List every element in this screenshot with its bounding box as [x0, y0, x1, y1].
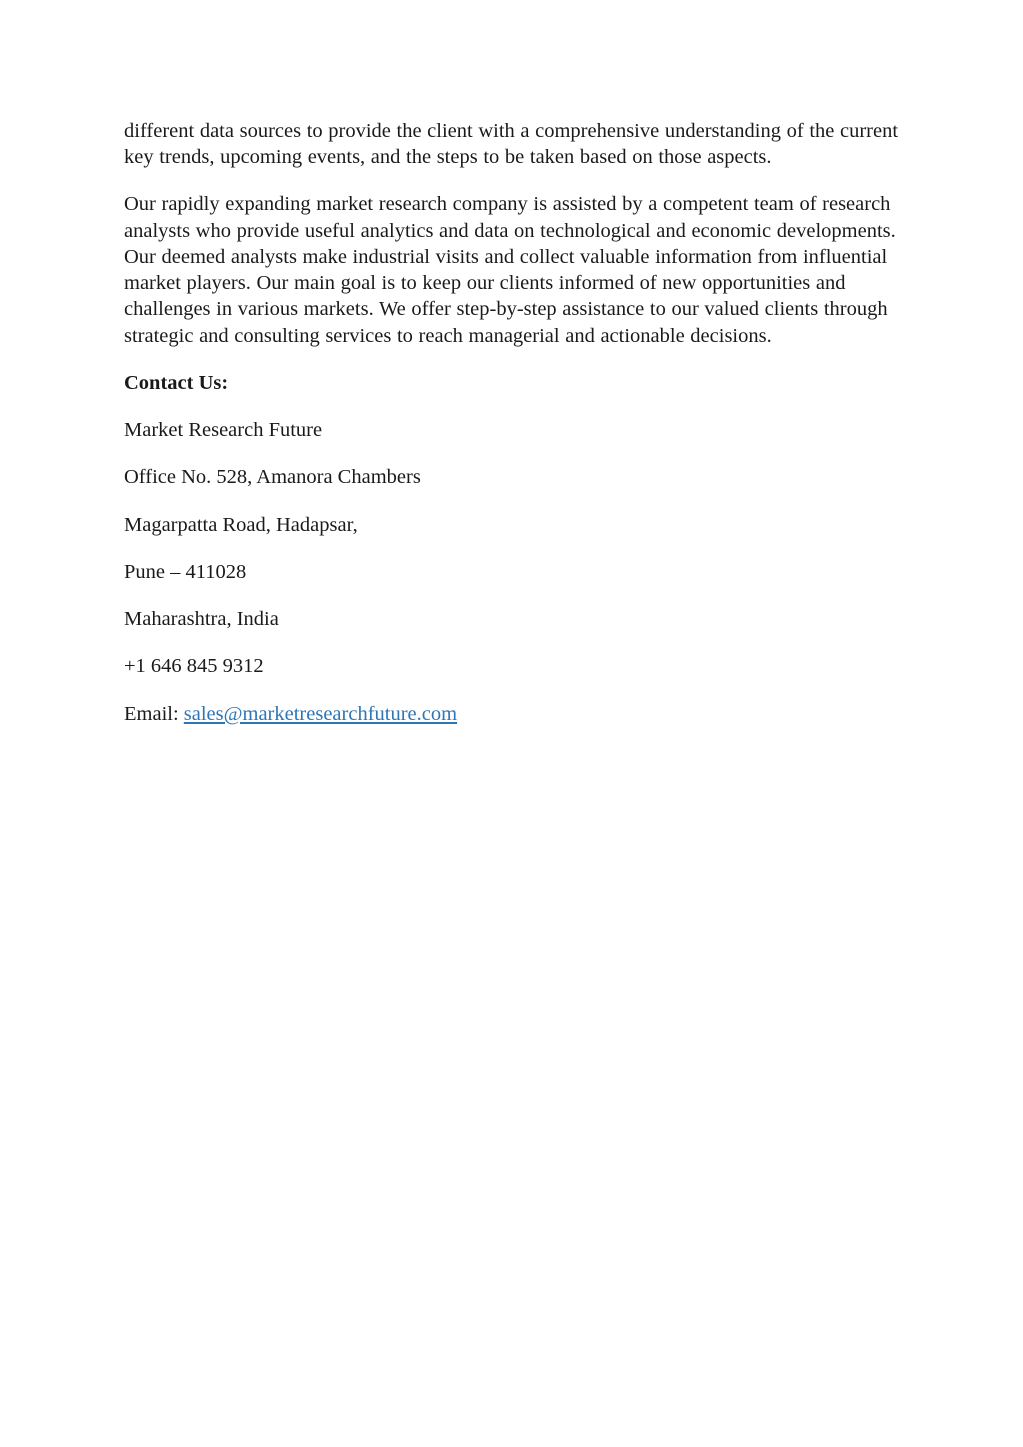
contact-address-state: Maharashtra, India: [124, 608, 279, 631]
contact-address-office: Office No. 528, Amanora Chambers: [124, 466, 421, 489]
email-link[interactable]: sales@marketresearchfuture.com: [183, 702, 458, 725]
contact-email-line: [124, 701, 899, 727]
contact-phone: +1 646 845 9312: [124, 655, 264, 678]
contact-company-name: Market Research Future: [124, 419, 323, 442]
contact-address-road: Magarpatta Road, Hadapsar,: [124, 513, 358, 536]
contact-address-city: Pune – 411028: [124, 560, 247, 583]
paragraph-intro-continuation: different data sources to provide the client with a comprehensive understanding of the current key trends, upcoming events, and the steps to be taken based on those aspects.: [124, 120, 899, 169]
email-label: Email:: [124, 702, 184, 725]
contact-us-heading: Contact Us:: [124, 371, 229, 394]
paragraph-company-about: Our rapidly expanding market research company is assisted by a competent team of research analysts who provide useful analytics and data on technological and economic developments. Our deemed analysts make industrial visits and collect valuable information from influential market players. Our main goal is to keep our clients informed of new opportunities and challenges in various markets. We offer step-by-step assistance to our valued clients through strategic and consulting services to reach managerial and actionable decisions.: [124, 193, 896, 347]
